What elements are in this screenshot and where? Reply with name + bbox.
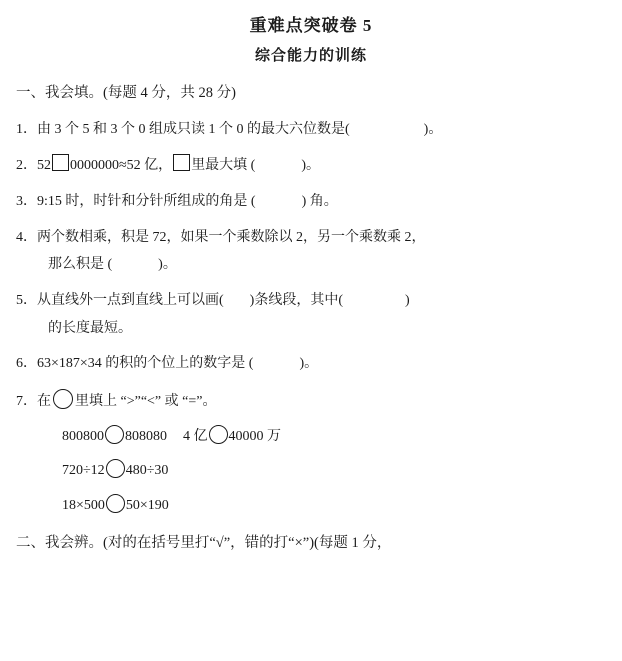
question-1-number: 1．	[16, 121, 37, 137]
question-7-number: 7．	[16, 394, 37, 410]
question-5	[16, 290, 606, 339]
section-heading-fill-in: 一、我会填。(每题 4 分，共 28 分)	[16, 84, 236, 101]
question-2-text-b: 0000000≈52 亿，	[70, 158, 173, 174]
question-4-text-c: )。	[158, 257, 177, 273]
q7-l1-right2: 40000 万	[228, 428, 281, 444]
question-6-text-b: )。	[299, 356, 319, 372]
question-7-line-1	[16, 425, 606, 448]
question-5-continuation: 的长度最短。	[48, 320, 132, 336]
circle-blank-icon[interactable]	[106, 494, 125, 513]
square-box-icon[interactable]	[173, 154, 190, 171]
question-7-text-b: 里填上 “>”“<” 或 “=”。	[75, 394, 217, 410]
q7-l1-left: 800800	[62, 428, 104, 444]
question-5-text-c: )	[405, 292, 410, 308]
question-4-continuation	[30, 254, 606, 276]
question-4-number: 4．	[16, 229, 37, 245]
question-1	[16, 119, 606, 141]
question-2-number: 2．	[16, 158, 37, 174]
question-2-text-d: )。	[301, 158, 321, 174]
question-7-line-3	[16, 494, 606, 517]
question-2-text-a: 52	[37, 158, 51, 174]
q7-l2-left: 720÷12	[62, 463, 105, 479]
circle-blank-icon[interactable]	[106, 459, 125, 478]
q7-l1-left2: 4 亿	[183, 428, 208, 444]
question-5-text-a: 从直线外一点到直线上可以画(	[37, 292, 224, 308]
question-6-number: 6．	[16, 356, 37, 372]
circle-blank-icon[interactable]	[105, 425, 124, 444]
question-2	[16, 154, 606, 177]
page-subtitle: 综合能力的训练	[254, 47, 367, 64]
question-6	[16, 353, 606, 375]
question-4	[16, 227, 606, 276]
square-box-icon[interactable]	[52, 154, 69, 171]
page-title: 重难点突破卷 5	[249, 16, 373, 35]
section-heading-true-false: 二、我会辨。(对的在括号里打“√”，错的打“×”)(每题 1 分，	[16, 534, 392, 551]
q7-l2-right: 480÷30	[125, 463, 169, 479]
question-6-text-a: 63×187×34 的积的个位上的数字是 (	[37, 356, 254, 372]
q7-l3-right: 50×190	[125, 498, 169, 514]
question-5-text-b: )条线段，其中(	[249, 292, 343, 308]
circle-blank-icon[interactable]	[209, 425, 228, 444]
question-1-text-a: 由 3 个 5 和 3 个 0 组成只读 1 个 0 的最大六位数是(	[37, 121, 350, 137]
question-3-text-a: 9:15 时，时针和分针所组成的角是 (	[37, 193, 256, 209]
question-4-text-a: 两个数相乘，积是 72，如果一个乘数除以 2，另一个乘数乘 2，	[37, 229, 426, 245]
question-7-text-a: 在	[37, 394, 51, 410]
circle-blank-icon[interactable]	[53, 389, 73, 409]
q7-l3-left: 18×500	[62, 498, 105, 514]
question-7-line-2	[16, 459, 606, 482]
question-3-text-b: ) 角。	[301, 193, 338, 209]
question-1-text-b: )。	[423, 121, 443, 137]
question-4-text-b: 那么积是 (	[48, 257, 113, 273]
question-3	[16, 191, 606, 213]
question-7	[16, 389, 606, 413]
question-2-text-c: 里最大填 (	[191, 158, 256, 174]
question-5-number: 5．	[16, 292, 37, 308]
q7-l1-right: 808080	[125, 428, 167, 444]
question-3-number: 3．	[16, 193, 37, 209]
